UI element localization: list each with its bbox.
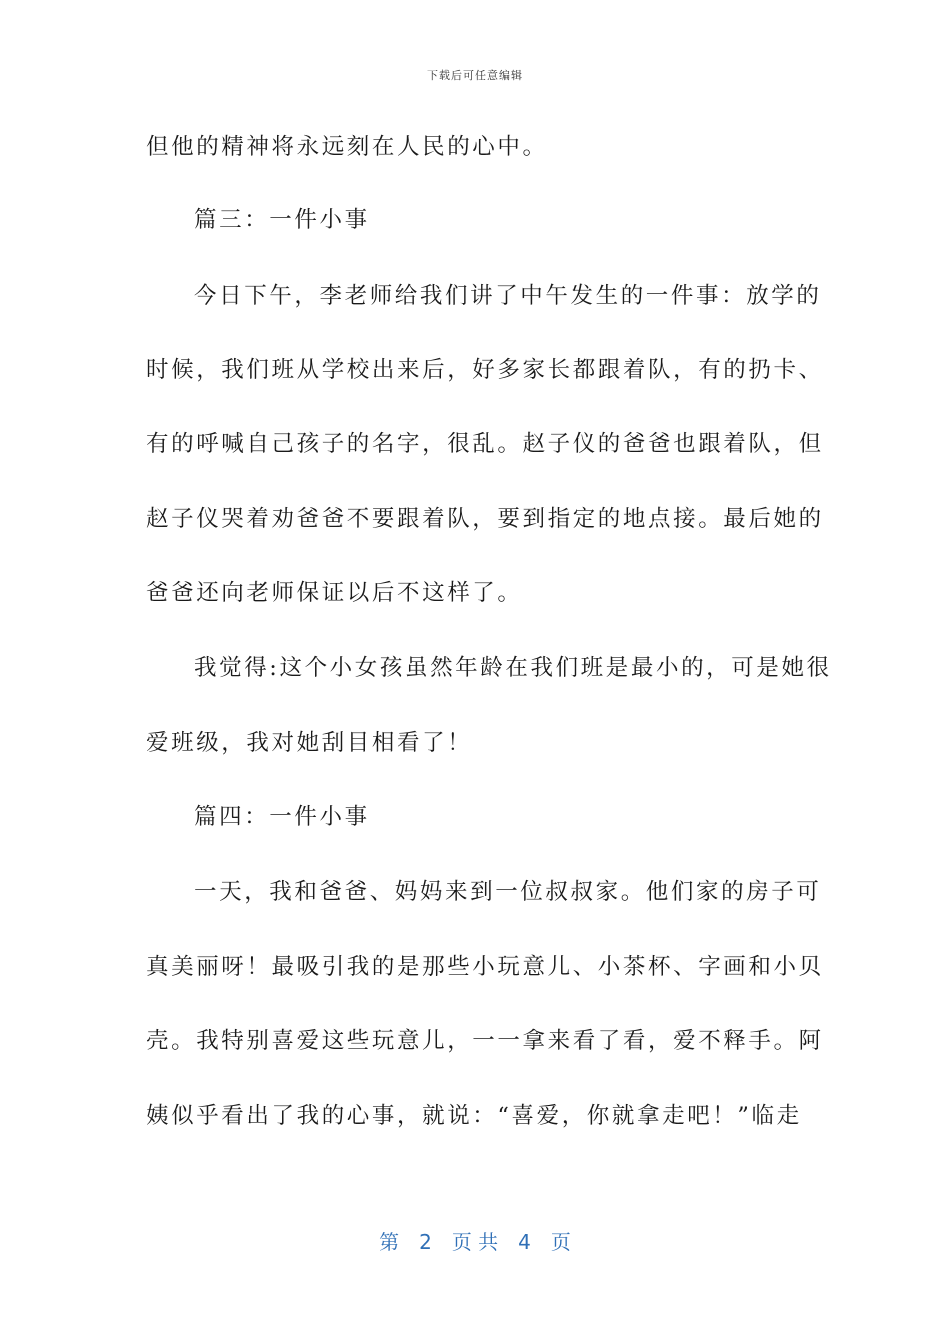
paragraph-line: 爱班级，我对她刮目相看了！	[146, 730, 473, 756]
paragraph-line: 赵子仪哭着劝爸爸不要跟着队，要到指定的地点接。最后她的	[146, 506, 824, 532]
footer-suffix: 页	[550, 1230, 571, 1254]
page-footer	[0, 1226, 950, 1255]
footer-current-page: 2	[419, 1230, 432, 1254]
paragraph-line: 今日下午，李老师给我们讲了中午发生的一件事：放学的	[194, 283, 822, 309]
paragraph-line: 姨似乎看出了我的心事，就说：“喜爱，你就拿走吧！”临走	[146, 1103, 802, 1129]
footer-prefix: 第	[379, 1230, 400, 1254]
footer-middle: 页 共	[451, 1230, 499, 1254]
footer-total-pages: 4	[518, 1230, 531, 1254]
paragraph-line: 时候，我们班从学校出来后，好多家长都跟着队，有的扔卡、	[146, 357, 824, 383]
section-heading: 篇四：一件小事	[194, 804, 370, 830]
paragraph-line: 真美丽呀！最吸引我的是那些小玩意儿、小茶杯、字画和小贝	[146, 954, 824, 980]
section-heading: 篇三：一件小事	[194, 207, 370, 233]
paragraph-line: 一天，我和爸爸、妈妈来到一位叔叔家。他们家的房子可	[194, 879, 822, 905]
paragraph-line: 但他的精神将永远刻在人民的心中。	[146, 134, 548, 160]
paragraph-line: 有的呼喊自己孩子的名字，很乱。赵子仪的爸爸也跟着队，但	[146, 431, 824, 457]
header-note: 下载后可任意编辑	[427, 69, 523, 82]
paragraph-line: 壳。我特别喜爱这些玩意儿，一一拿来看了看，爱不释手。阿	[146, 1028, 824, 1054]
paragraph-line: 我觉得:这个小女孩虽然年龄在我们班是最小的，可是她很	[194, 655, 832, 681]
paragraph-line: 爸爸还向老师保证以后不这样了。	[146, 580, 523, 606]
